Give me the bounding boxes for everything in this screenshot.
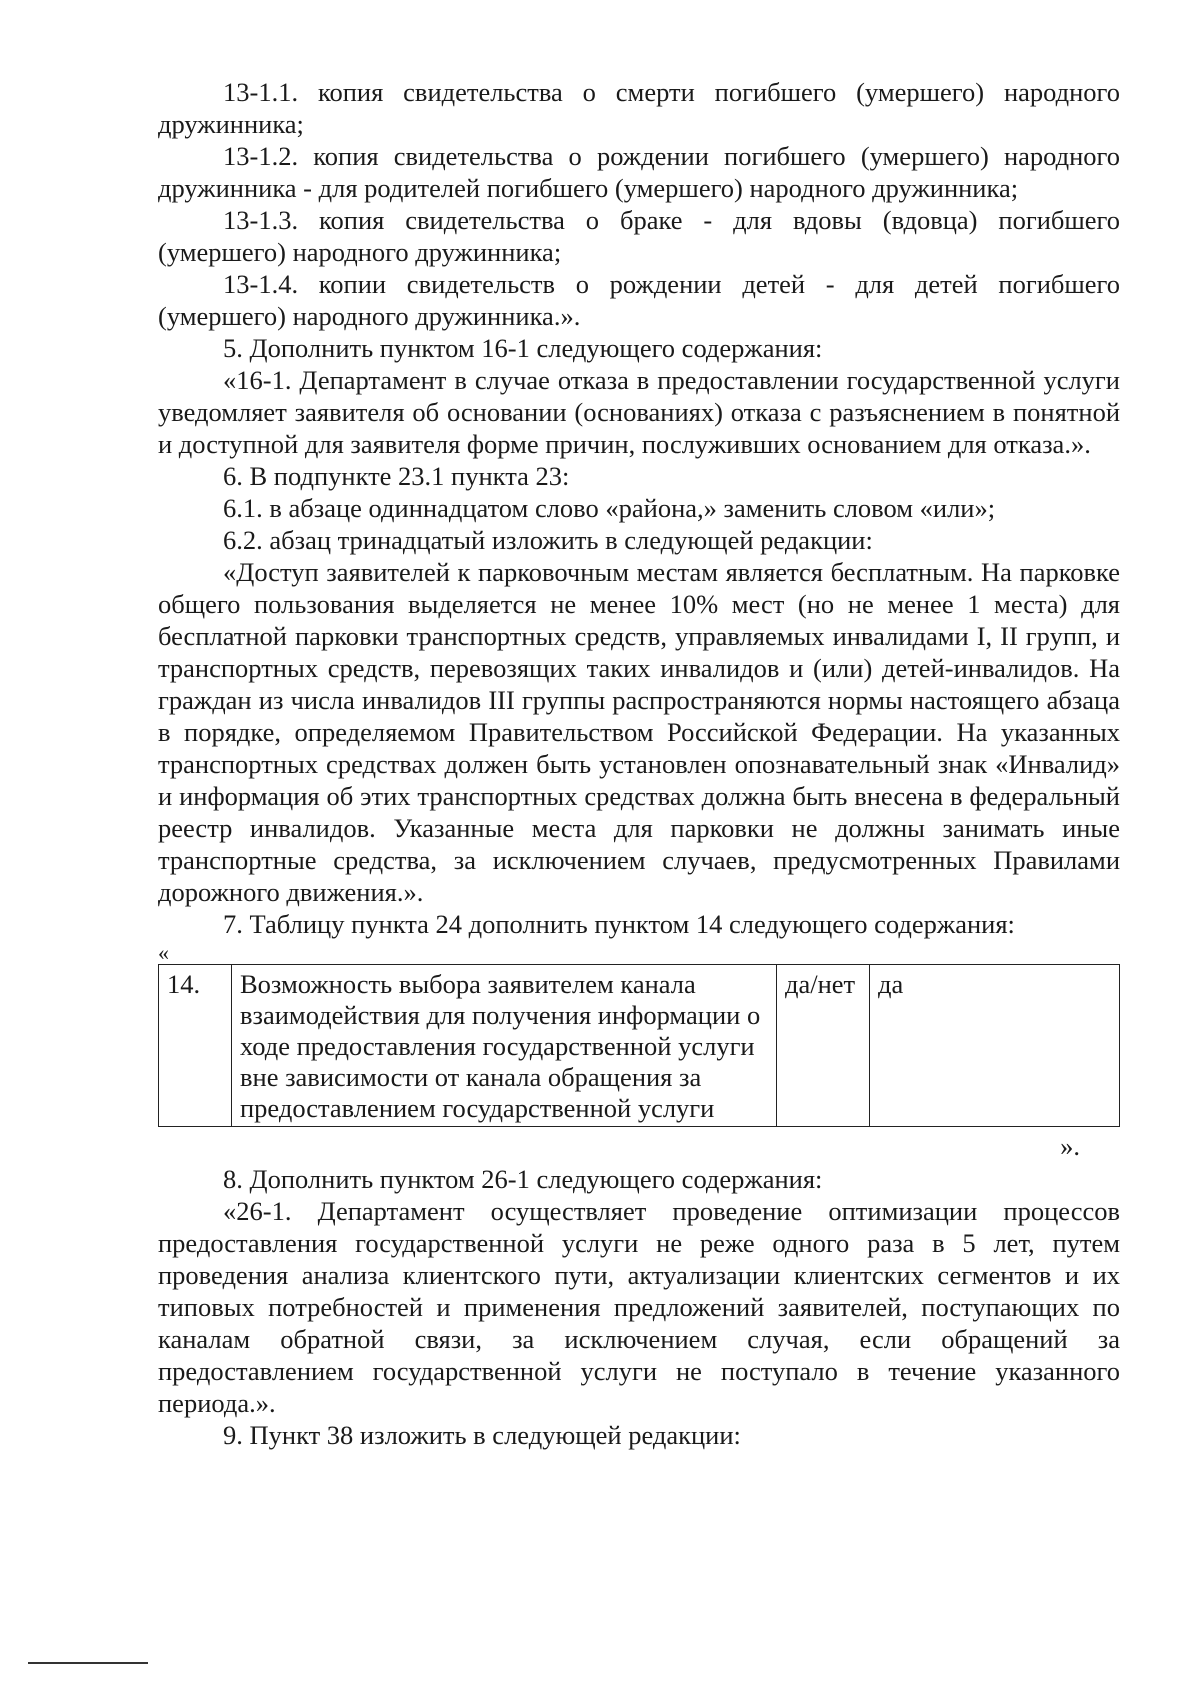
- paragraph-13-1-2: 13-1.2. копия свидетельства о рождении погибшего (умершего) народного дружинника - для родителей погибшего (умершего) народного дружинника;: [158, 141, 1120, 203]
- paragraph-13-1-1: 13-1.1. копия свидетельства о смерти погибшего (умершего) народного дружинника;: [158, 77, 1120, 139]
- paragraph-item-9: 9. Пункт 38 изложить в следующей редакции:: [223, 1420, 741, 1450]
- table-row: [159, 965, 1120, 1127]
- paragraph-item-5: 5. Дополнить пунктом 16-1 следующего содержания:: [223, 333, 823, 363]
- paragraph-13-1-3: 13-1.3. копия свидетельства о браке - для вдовы (вдовца) погибшего (умершего) народного дружинника;: [158, 205, 1120, 267]
- paragraph-item-8: 8. Дополнить пунктом 26-1 следующего содержания:: [223, 1164, 823, 1194]
- table-open-quote: «: [158, 940, 169, 965]
- document-body: [158, 76, 1120, 1451]
- paragraph-26-1: «26-1. Департамент осуществляет проведение оптимизации процессов предоставления государственной услуги не реже одного раза в 5 лет, путем проведения анализа клиентского пути, актуализации клиентских сегментов и их типовых потребностей и применения предложений заявителей, поступающих по каналам обратной связи, за исключением случая, если обращений за предоставлением государственной услуги не поступало в течение указанного периода.».: [158, 1196, 1120, 1418]
- row-description-cell: Возможность выбора заявителем канала взаимодействия для получения информации о ходе предоставления государственной услуги вне зависимости от канала обращения за предоставлением государственной услуги: [232, 965, 777, 1127]
- row-unit-text: да/нет: [785, 969, 856, 999]
- paragraph-parking-access: «Доступ заявителей к парковочным местам является бесплатным. На парковке общего пользования выделяется не менее 10% мест (но не менее 1 места) для бесплатной парковки транспортных средств, управляемых инвалидами I, II групп, и транспортных средств, перевозящих таких инвалидов и (или) детей-инвалидов. На граждан из числа инвалидов III группы распространяются нормы настоящего абзаца в порядке, определяемом Правительством Российской Федерации. На указанных транспортных средствах должен быть установлен опознавательный знак «Инвалид» и информация об этих транспортных средствах должна быть внесена в федеральный реестр инвалидов. Указанные места для парковки не должны занимать иные транспортные средства, за исключением случаев, предусмотренных Правилами дорожного движения.».: [158, 557, 1120, 907]
- row-number-cell: 14.: [159, 965, 232, 1127]
- row-value-cell: да: [870, 965, 1120, 1127]
- footnote-separator-line: [28, 1662, 148, 1664]
- paragraphs-after-table: [158, 1163, 1120, 1451]
- table-close-quote: ».: [1060, 1131, 1080, 1161]
- paragraph-item-6-1: 6.1. в абзаце одиннадцатом слово «района,» заменить словом «или»;: [223, 493, 996, 523]
- paragraph-item-6: 6. В подпункте 23.1 пункта 23:: [223, 461, 570, 491]
- paragraph-16-1: «16-1. Департамент в случае отказа в предоставлении государственной услуги уведомляет заявителя об основании (основаниях) отказа с разъяснением в понятной и доступной для заявителя форме причин, послуживших основанием для отказа.».: [158, 365, 1120, 459]
- inserted-table: [158, 964, 1120, 1127]
- paragraph-13-1-4: 13-1.4. копии свидетельств о рождении детей - для детей погибшего (умершего) народного дружинника.».: [158, 269, 1120, 331]
- paragraph-item-6-2: 6.2. абзац тринадцатый изложить в следующей редакции:: [223, 525, 873, 555]
- row-unit-cell: [777, 965, 870, 1127]
- paragraph-item-7: 7. Таблицу пункта 24 дополнить пунктом 14 следующего содержания:: [223, 909, 1015, 939]
